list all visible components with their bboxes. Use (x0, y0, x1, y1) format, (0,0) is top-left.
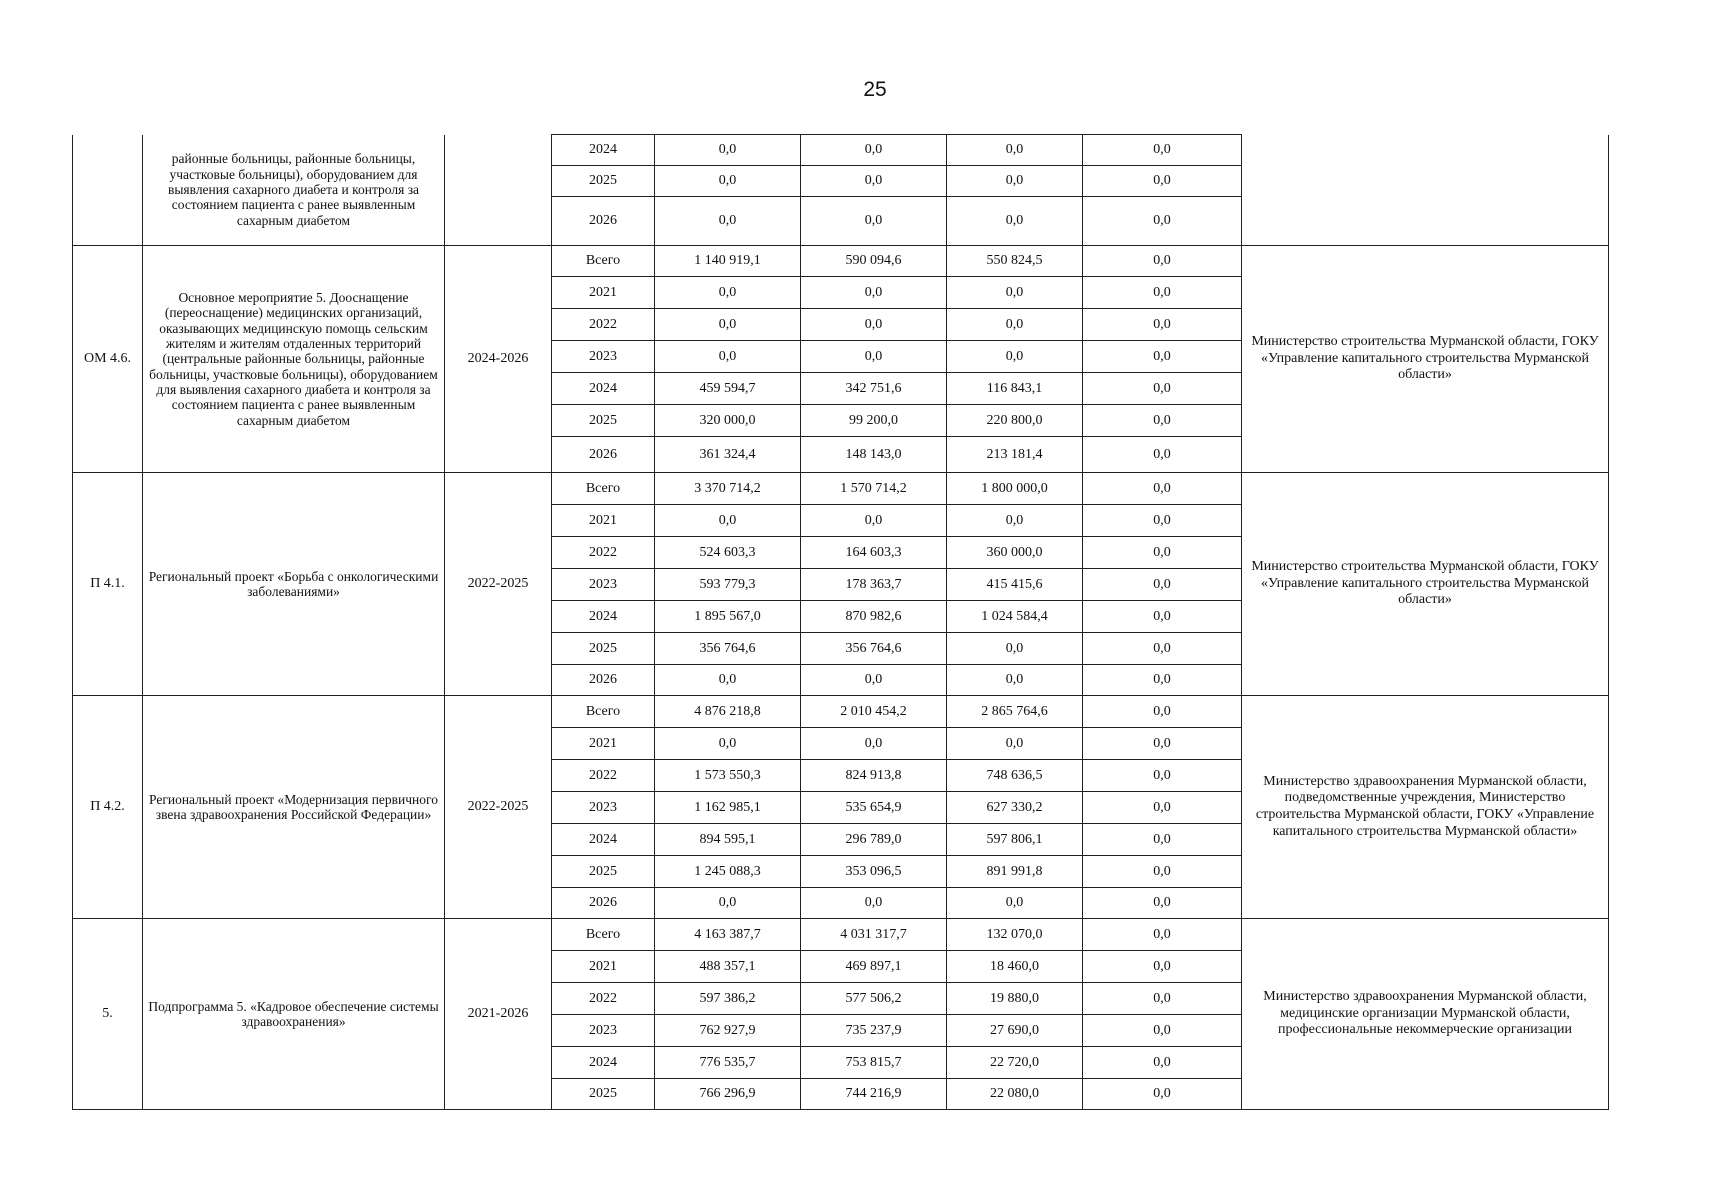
cell-col3: 132 070,0 (947, 919, 1083, 951)
cell-total: 0,0 (655, 888, 801, 919)
budget-table (72, 134, 1609, 1110)
cell-col4: 0,0 (1083, 696, 1242, 728)
cell-col2: 744 216,9 (801, 1079, 947, 1110)
cell-col4: 0,0 (1083, 951, 1242, 983)
row-period: 2022-2025 (445, 696, 552, 919)
cell-year: 2021 (552, 951, 655, 983)
cell-col3: 0,0 (947, 135, 1083, 166)
row-code: П 4.2. (73, 696, 143, 919)
cell-col4: 0,0 (1083, 309, 1242, 341)
cell-col3: 0,0 (947, 888, 1083, 919)
table-row (73, 135, 1609, 166)
cell-col3: 22 080,0 (947, 1079, 1083, 1110)
cell-year: 2022 (552, 760, 655, 792)
cell-col4: 0,0 (1083, 473, 1242, 505)
cell-col2: 0,0 (801, 197, 947, 246)
cell-year: Всего (552, 696, 655, 728)
cell-col3: 0,0 (947, 309, 1083, 341)
cell-col3: 0,0 (947, 633, 1083, 665)
row-description: Региональный проект «Модернизация первичного звена здравоохранения Российской Федерации» (143, 696, 445, 919)
cell-col2: 356 764,6 (801, 633, 947, 665)
cell-year: 2026 (552, 437, 655, 473)
cell-col2: 2 010 454,2 (801, 696, 947, 728)
cell-col2: 296 789,0 (801, 824, 947, 856)
cell-col4: 0,0 (1083, 277, 1242, 309)
cell-col2: 4 031 317,7 (801, 919, 947, 951)
cell-col4: 0,0 (1083, 824, 1242, 856)
cell-col4: 0,0 (1083, 537, 1242, 569)
cell-col2: 824 913,8 (801, 760, 947, 792)
cell-col4: 0,0 (1083, 919, 1242, 951)
cell-total: 4 163 387,7 (655, 919, 801, 951)
cell-total: 4 876 218,8 (655, 696, 801, 728)
row-period: 2021-2026 (445, 919, 552, 1110)
cell-col3: 1 800 000,0 (947, 473, 1083, 505)
cell-col2: 164 603,3 (801, 537, 947, 569)
cell-year: 2025 (552, 1079, 655, 1110)
cell-year: 2025 (552, 856, 655, 888)
cell-col3: 1 024 584,4 (947, 601, 1083, 633)
cell-col2: 590 094,6 (801, 246, 947, 277)
row-period: 2024-2026 (445, 246, 552, 473)
row-description: Региональный проект «Борьба с онкологическими заболеваниями» (143, 473, 445, 696)
cell-col3: 0,0 (947, 505, 1083, 537)
cell-total: 0,0 (655, 665, 801, 696)
cell-col4: 0,0 (1083, 665, 1242, 696)
cell-col4: 0,0 (1083, 197, 1242, 246)
cell-total: 766 296,9 (655, 1079, 801, 1110)
cell-col4: 0,0 (1083, 888, 1242, 919)
page-number: 25 (863, 78, 887, 101)
row-description: Основное мероприятие 5. Дооснащение (переоснащение) медицинских организаций, оказывающих медицинскую помощь сельским жителям и жителям отдаленных территорий (центральные районные больницы, районные больницы, участковые больницы), оборудованием для выявления сахарного диабета и контроля за состоянием пациента с ранее выявленным сахарным диабетом (143, 246, 445, 473)
cell-year: 2021 (552, 277, 655, 309)
cell-year: Всего (552, 919, 655, 951)
cell-total: 0,0 (655, 309, 801, 341)
cell-total: 0,0 (655, 197, 801, 246)
row-executor: Министерство здравоохранения Мурманской области, подведомственные учреждения, Министерство строительства Мурманской области, ГОКУ «Управление капитального строительства Мурманской области» (1242, 696, 1609, 919)
cell-total: 0,0 (655, 505, 801, 537)
cell-total: 361 324,4 (655, 437, 801, 473)
row-executor: Министерство здравоохранения Мурманской области, медицинские организации Мурманской области, профессиональные некоммерческие организации (1242, 919, 1609, 1110)
cell-col4: 0,0 (1083, 405, 1242, 437)
cell-col4: 0,0 (1083, 373, 1242, 405)
cell-total: 524 603,3 (655, 537, 801, 569)
cell-col3: 22 720,0 (947, 1047, 1083, 1079)
cell-col2: 0,0 (801, 341, 947, 373)
cell-col2: 99 200,0 (801, 405, 947, 437)
row-description: Подпрограмма 5. «Кадровое обеспечение системы здравоохранения» (143, 919, 445, 1110)
cell-col2: 0,0 (801, 728, 947, 760)
cell-col2: 342 751,6 (801, 373, 947, 405)
cell-col4: 0,0 (1083, 760, 1242, 792)
cell-year: 2021 (552, 728, 655, 760)
cell-total: 0,0 (655, 166, 801, 197)
cell-year: 2025 (552, 633, 655, 665)
cell-col4: 0,0 (1083, 633, 1242, 665)
cell-total: 488 357,1 (655, 951, 801, 983)
cell-col2: 353 096,5 (801, 856, 947, 888)
cell-col3: 415 415,6 (947, 569, 1083, 601)
cell-col2: 0,0 (801, 277, 947, 309)
cell-col4: 0,0 (1083, 1015, 1242, 1047)
cell-col4: 0,0 (1083, 505, 1242, 537)
cell-year: 2026 (552, 197, 655, 246)
cell-col4: 0,0 (1083, 983, 1242, 1015)
cell-year: Всего (552, 246, 655, 277)
cell-year: Всего (552, 473, 655, 505)
cell-col4: 0,0 (1083, 856, 1242, 888)
cell-year: 2026 (552, 888, 655, 919)
cell-col3: 0,0 (947, 665, 1083, 696)
row-executor (1242, 135, 1609, 246)
cell-year: 2023 (552, 569, 655, 601)
row-code: П 4.1. (73, 473, 143, 696)
cell-col3: 27 690,0 (947, 1015, 1083, 1047)
cell-col3: 213 181,4 (947, 437, 1083, 473)
cell-total: 3 370 714,2 (655, 473, 801, 505)
cell-col3: 627 330,2 (947, 792, 1083, 824)
cell-total: 776 535,7 (655, 1047, 801, 1079)
cell-total: 894 595,1 (655, 824, 801, 856)
row-description: районные больницы, районные больницы, участковые больницы), оборудованием для выявления сахарного диабета и контроля за состоянием пациента с ранее выявленным сахарным диабетом (143, 135, 445, 246)
cell-col2: 0,0 (801, 166, 947, 197)
row-code: 5. (73, 919, 143, 1110)
cell-col2: 148 143,0 (801, 437, 947, 473)
cell-col4: 0,0 (1083, 437, 1242, 473)
cell-year: 2021 (552, 505, 655, 537)
cell-year: 2024 (552, 601, 655, 633)
cell-year: 2024 (552, 1047, 655, 1079)
cell-total: 1 573 550,3 (655, 760, 801, 792)
cell-col2: 0,0 (801, 665, 947, 696)
cell-col4: 0,0 (1083, 569, 1242, 601)
cell-col2: 0,0 (801, 505, 947, 537)
table-row (73, 473, 1609, 505)
cell-total: 1 895 567,0 (655, 601, 801, 633)
cell-col4: 0,0 (1083, 1047, 1242, 1079)
cell-col2: 1 570 714,2 (801, 473, 947, 505)
cell-col4: 0,0 (1083, 601, 1242, 633)
cell-col2: 870 982,6 (801, 601, 947, 633)
row-period (445, 135, 552, 246)
cell-col2: 0,0 (801, 888, 947, 919)
cell-col4: 0,0 (1083, 792, 1242, 824)
cell-col3: 0,0 (947, 341, 1083, 373)
cell-total: 0,0 (655, 728, 801, 760)
cell-total: 0,0 (655, 341, 801, 373)
cell-year: 2022 (552, 537, 655, 569)
row-code: ОМ 4.6. (73, 246, 143, 473)
cell-total: 1 245 088,3 (655, 856, 801, 888)
cell-col2: 535 654,9 (801, 792, 947, 824)
cell-col3: 220 800,0 (947, 405, 1083, 437)
cell-year: 2024 (552, 373, 655, 405)
cell-col4: 0,0 (1083, 728, 1242, 760)
cell-total: 1 140 919,1 (655, 246, 801, 277)
cell-col2: 753 815,7 (801, 1047, 947, 1079)
cell-total: 1 162 985,1 (655, 792, 801, 824)
table-row (73, 696, 1609, 728)
cell-total: 762 927,9 (655, 1015, 801, 1047)
cell-total: 597 386,2 (655, 983, 801, 1015)
cell-col4: 0,0 (1083, 166, 1242, 197)
cell-total: 356 764,6 (655, 633, 801, 665)
cell-col2: 577 506,2 (801, 983, 947, 1015)
cell-year: 2026 (552, 665, 655, 696)
cell-col2: 469 897,1 (801, 951, 947, 983)
row-executor: Министерство строительства Мурманской области, ГОКУ «Управление капитального строительства Мурманской области» (1242, 246, 1609, 473)
cell-year: 2022 (552, 309, 655, 341)
cell-total: 320 000,0 (655, 405, 801, 437)
cell-col3: 116 843,1 (947, 373, 1083, 405)
cell-col3: 891 991,8 (947, 856, 1083, 888)
cell-total: 459 594,7 (655, 373, 801, 405)
cell-col3: 597 806,1 (947, 824, 1083, 856)
row-executor: Министерство строительства Мурманской области, ГОКУ «Управление капитального строительства Мурманской области» (1242, 473, 1609, 696)
cell-total: 0,0 (655, 135, 801, 166)
cell-total: 593 779,3 (655, 569, 801, 601)
cell-col3: 360 000,0 (947, 537, 1083, 569)
cell-col3: 0,0 (947, 277, 1083, 309)
cell-col4: 0,0 (1083, 1079, 1242, 1110)
table-row (73, 246, 1609, 277)
row-code (73, 135, 143, 246)
cell-col4: 0,0 (1083, 135, 1242, 166)
cell-year: 2023 (552, 341, 655, 373)
cell-col3: 748 636,5 (947, 760, 1083, 792)
cell-year: 2025 (552, 405, 655, 437)
cell-col3: 19 880,0 (947, 983, 1083, 1015)
cell-col3: 18 460,0 (947, 951, 1083, 983)
cell-col2: 178 363,7 (801, 569, 947, 601)
cell-col4: 0,0 (1083, 246, 1242, 277)
cell-col3: 0,0 (947, 166, 1083, 197)
cell-col2: 735 237,9 (801, 1015, 947, 1047)
cell-year: 2023 (552, 1015, 655, 1047)
cell-year: 2025 (552, 166, 655, 197)
cell-total: 0,0 (655, 277, 801, 309)
cell-year: 2024 (552, 824, 655, 856)
cell-col3: 2 865 764,6 (947, 696, 1083, 728)
cell-year: 2023 (552, 792, 655, 824)
cell-col4: 0,0 (1083, 341, 1242, 373)
cell-col3: 550 824,5 (947, 246, 1083, 277)
table-row (73, 919, 1609, 951)
cell-col3: 0,0 (947, 197, 1083, 246)
cell-year: 2024 (552, 135, 655, 166)
cell-year: 2022 (552, 983, 655, 1015)
cell-col2: 0,0 (801, 309, 947, 341)
row-period: 2022-2025 (445, 473, 552, 696)
cell-col3: 0,0 (947, 728, 1083, 760)
cell-col2: 0,0 (801, 135, 947, 166)
